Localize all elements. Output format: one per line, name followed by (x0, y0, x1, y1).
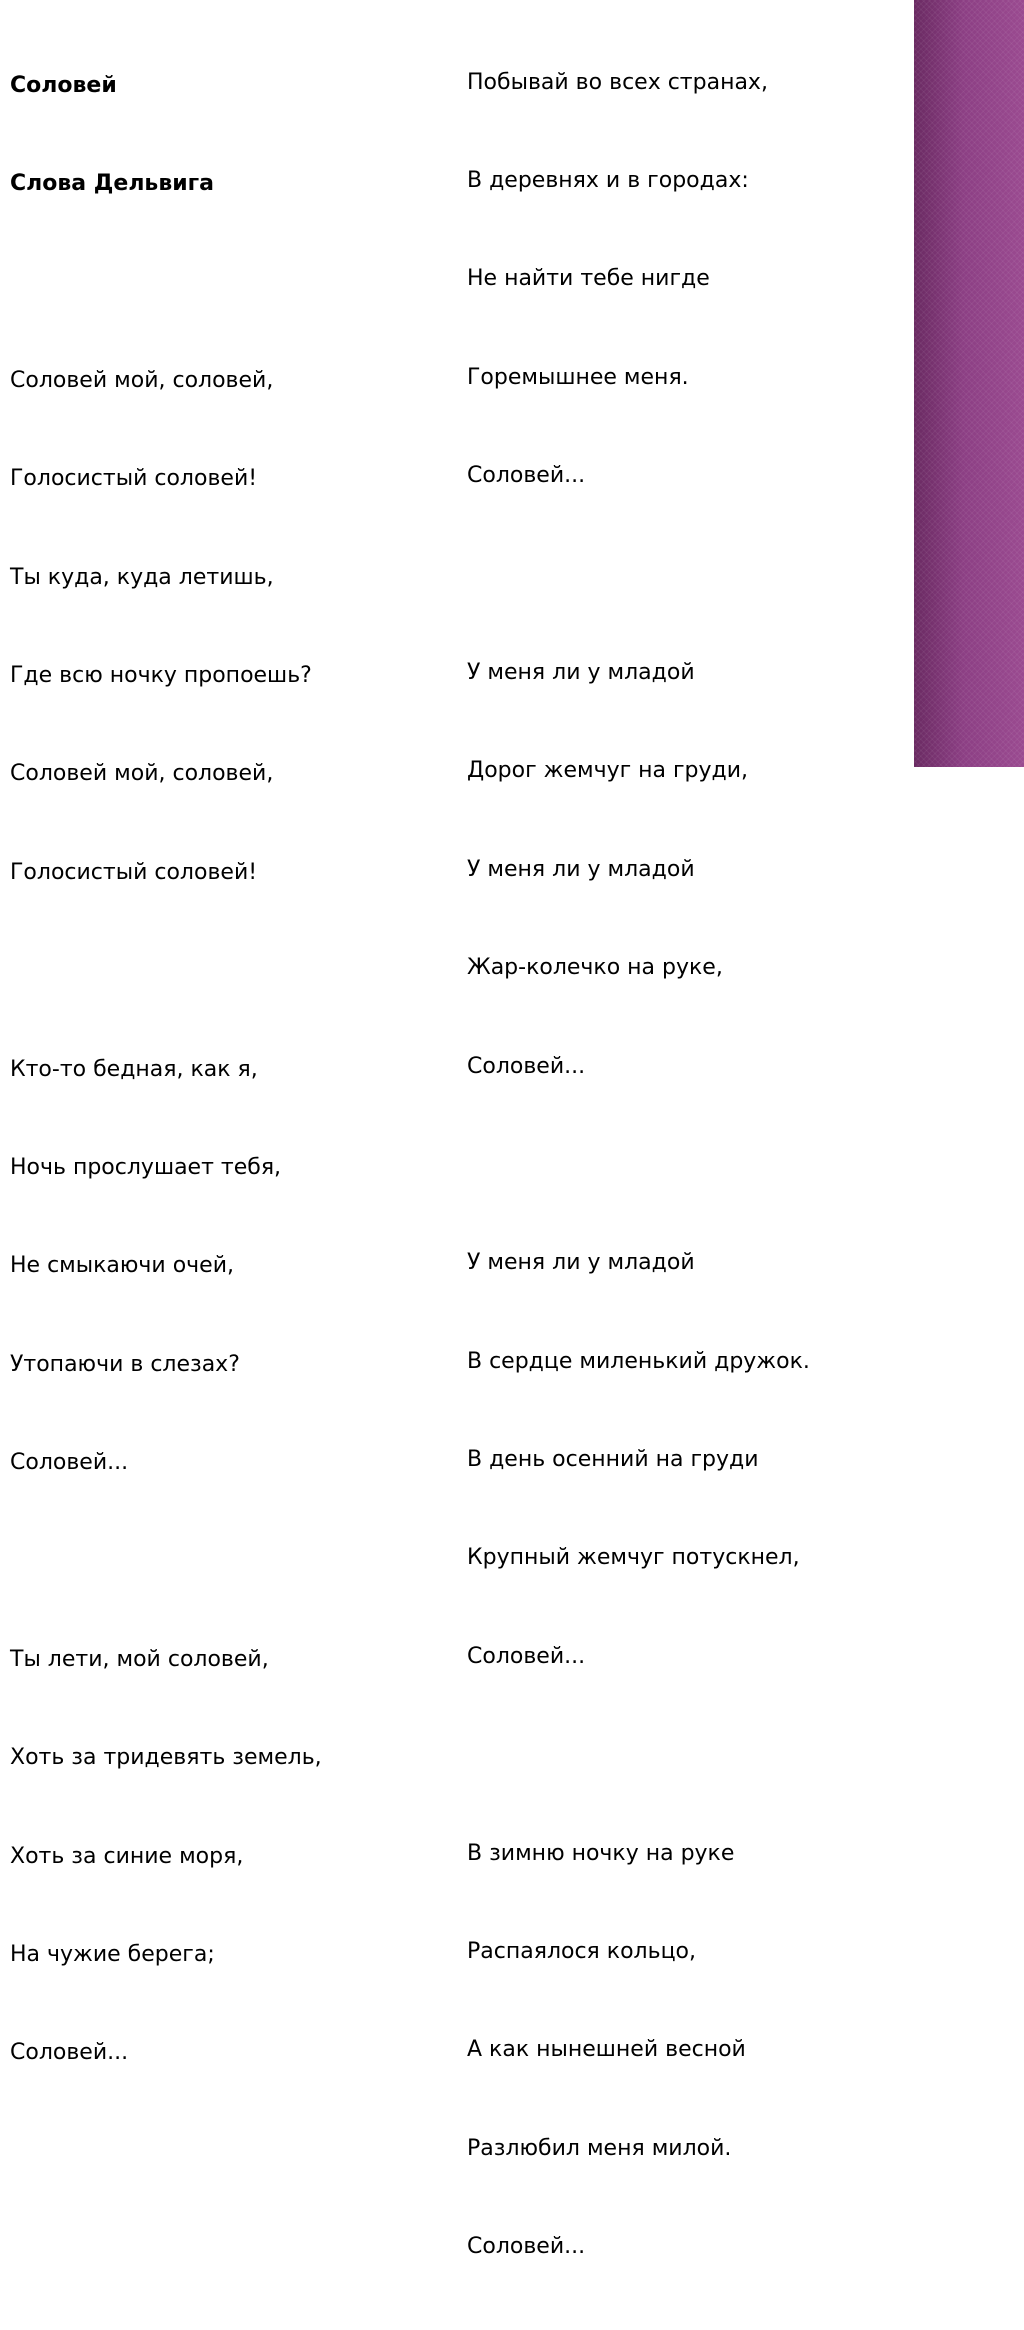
poem-line: Не найти тебе нигде (467, 266, 710, 292)
poem-line: Кто-то бедная, как я, (10, 1056, 258, 1082)
poem-left-column (10, 4, 450, 2136)
poem-line: В деревнях и в городах: (467, 167, 749, 193)
poem-line (467, 1739, 907, 1772)
poem-line: Дорог жемчуг на груди, (467, 758, 749, 784)
poem-line: А как нынешней весной (467, 2037, 746, 2063)
poem-line: Голосистый соловей! (10, 466, 258, 492)
poem-line: Ты куда, куда летишь, (10, 564, 274, 590)
poem-line: У меня ли у младой (467, 1250, 695, 1276)
poem-line (10, 955, 450, 988)
poem-line: Соловей... (10, 1450, 129, 1476)
poem-line: Хоть за тридевять земель, (10, 1745, 322, 1771)
poem-line (467, 559, 907, 592)
poem-line: В сердце миленький дружок. (467, 1348, 810, 1374)
poem-line: Хоть за синие моря, (10, 1843, 244, 1869)
poem-line: Соловей... (467, 2234, 586, 2260)
poem-line: Соловей... (10, 2040, 129, 2066)
poem-line: Распаялося кольцо, (467, 1939, 696, 1965)
poem-line: Ты лети, мой соловей, (10, 1646, 269, 1672)
poem-line: Где всю ночку пропоешь? (10, 662, 312, 688)
poem-line (467, 1149, 907, 1182)
poem-line: Соловей мой, соловей, (10, 367, 274, 393)
poem-line: Соловей... (467, 463, 586, 489)
poem-line: Горемышнее меня. (467, 364, 689, 390)
poem-line: У меня ли у младой (467, 659, 695, 685)
poem-line: Крупный жемчуг потускнел, (467, 1545, 800, 1571)
poem-line: В день осенний на груди (467, 1447, 759, 1473)
poem-line: У меня ли у младой (467, 856, 695, 882)
poem-line: Жар-колечко на руке, (467, 955, 723, 981)
poem-subtitle: Слова Дельвига (10, 170, 215, 196)
poem-line: В зимню ночку на руке (467, 1840, 735, 1866)
poem-line: Побывай во всех странах, (467, 69, 768, 95)
poem-line: Соловей... (467, 1643, 586, 1669)
decorative-side-band (914, 0, 1024, 767)
poem-line: Ночь прослушает тебя, (10, 1154, 282, 1180)
poem-line: Соловей мой, соловей, (10, 761, 274, 787)
poem-line: Утопаючи в слезах? (10, 1351, 240, 1377)
poem-line: На чужие берега; (10, 1942, 215, 1968)
poem-line (10, 1545, 450, 1578)
stanza-gap (10, 266, 450, 299)
poem-right-column (467, 1, 907, 2330)
poem-line: Соловей... (467, 1053, 586, 1079)
poem-line: Голосистый соловей! (10, 859, 258, 885)
poem-title: Соловей (10, 72, 117, 98)
poem-line: Не смыкаючи очей, (10, 1253, 234, 1279)
poem-line: Разлюбил меня милой. (467, 2135, 732, 2161)
